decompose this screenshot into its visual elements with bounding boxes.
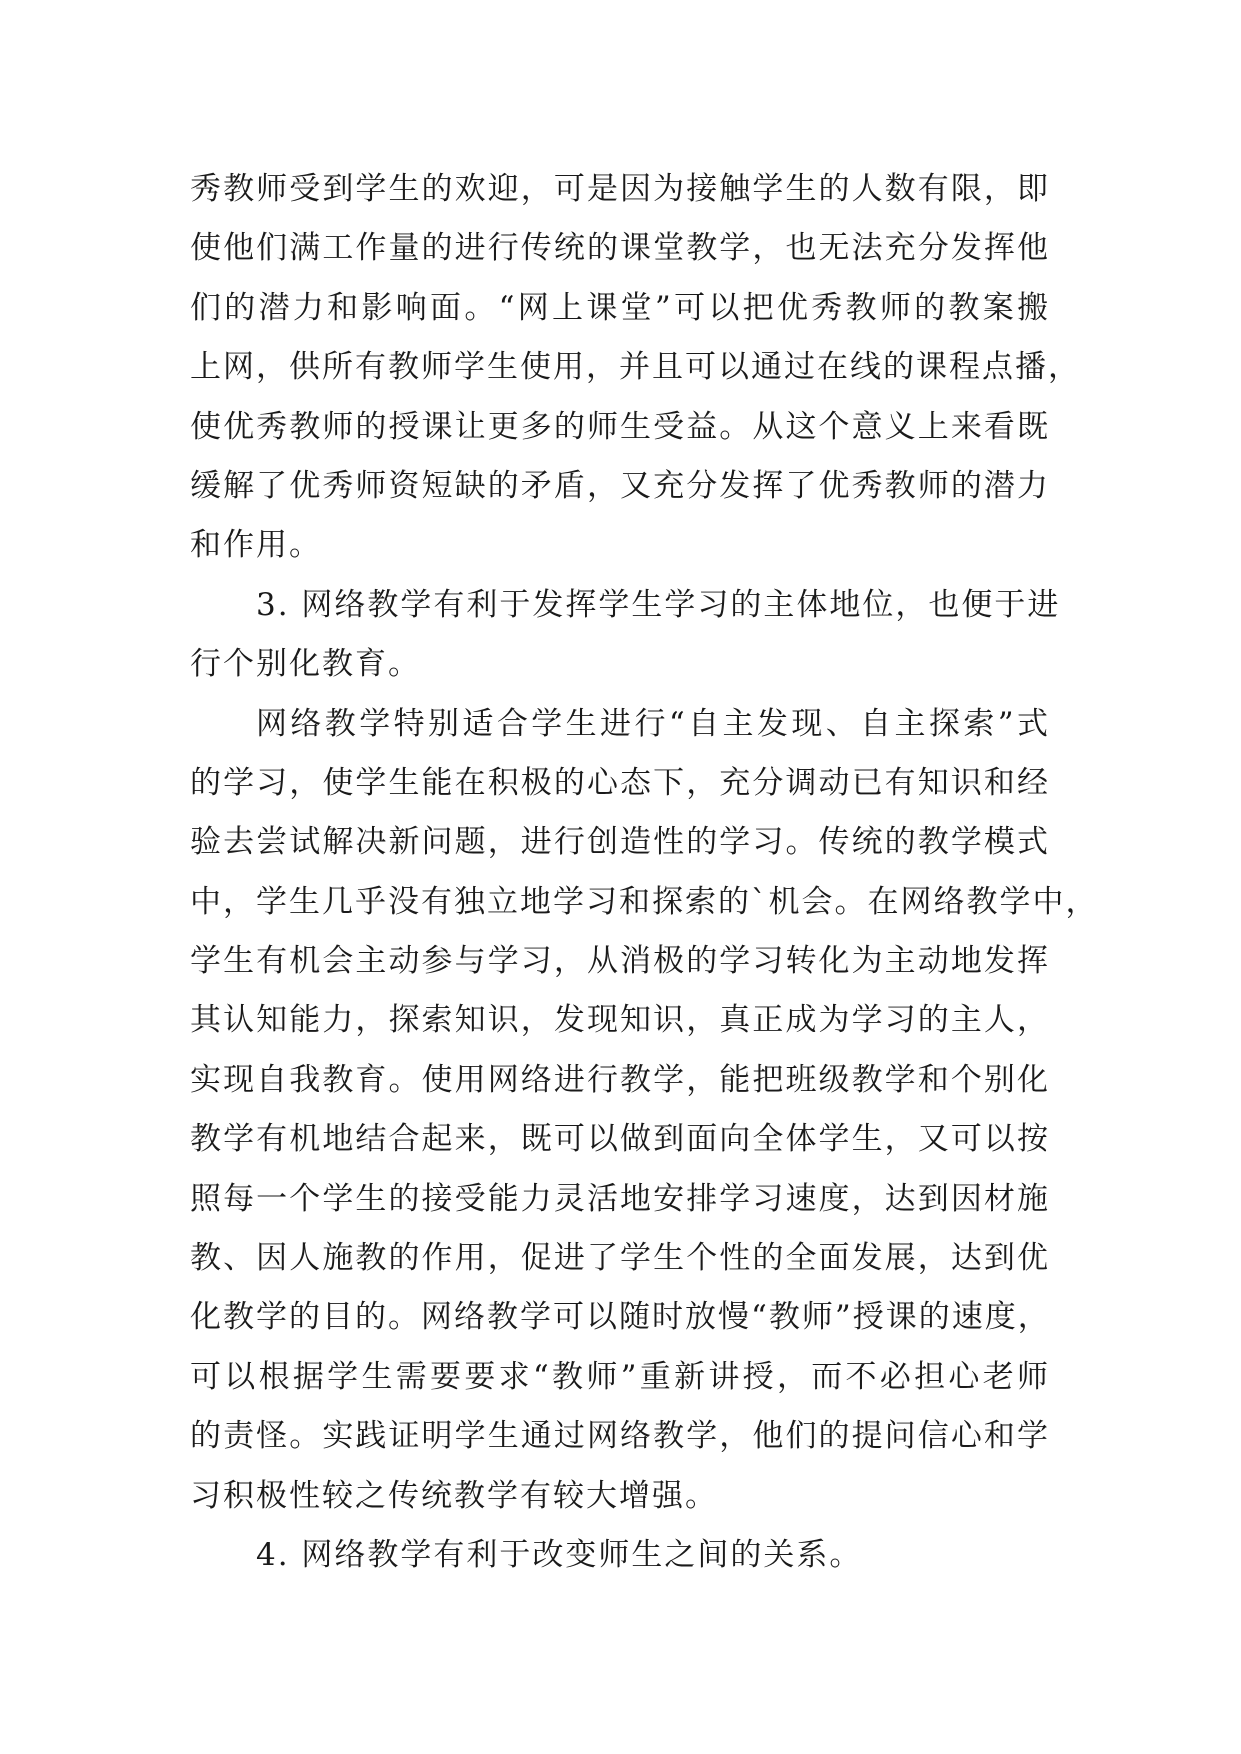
text-line: 照每一个学生的接受能力灵活地安排学习速度，达到因材施 xyxy=(190,1180,1050,1217)
text-line: 中，学生几乎没有独立地学习和探索的`机会。在网络教学中， xyxy=(190,883,1099,920)
text-line: 的学习，使学生能在积极的心态下，充分调动已有知识和经 xyxy=(190,764,1050,801)
text-line: 使他们满工作量的进行传统的课堂教学，也无法充分发挥他 xyxy=(190,230,1050,267)
text-line: 网络教学特别适合学生进行“自主发现、自主探索”式 xyxy=(256,705,1050,742)
text-line: 上网，供所有教师学生使用，并且可以通过在线的课程点播， xyxy=(190,349,1081,386)
text-line: 验去尝试解决新问题，进行创造性的学习。传统的教学模式 xyxy=(190,824,1050,861)
text-line: 教学有机地结合起来，既可以做到面向全体学生，又可以按 xyxy=(190,1121,1050,1158)
text-line: 其认知能力，探索知识，发现知识，真正成为学习的主人， xyxy=(190,1002,1050,1039)
text-line: 实现自我教育。使用网络进行教学，能把班级教学和个别化 xyxy=(190,1061,1050,1098)
text-line: 教、因人施教的作用，促进了学生个性的全面发展，达到优 xyxy=(190,1240,1050,1277)
section-heading-3-continued: 行个别化教育。 xyxy=(190,646,421,683)
section-heading-4: 4. 网络教学有利于改变师生之间的关系。 xyxy=(256,1536,863,1573)
text-line: 缓解了优秀师资短缺的矛盾，又充分发挥了优秀教师的潜力 xyxy=(190,467,1050,504)
document-body xyxy=(190,160,1099,1585)
section-heading-3: 3. 网络教学有利于发挥学生学习的主体地位，也便于进 xyxy=(256,586,1061,623)
text-line: 秀教师受到学生的欢迎，可是因为接触学生的人数有限，即 xyxy=(190,171,1050,207)
text-line: 可以根据学生需要要求“教师”重新讲授，而不必担心老师 xyxy=(190,1358,1050,1395)
text-line: 习积极性较之传统教学有较大增强。 xyxy=(190,1477,718,1514)
text-line: 和作用。 xyxy=(190,527,322,564)
text-line: 学生有机会主动参与学习，从消极的学习转化为主动地发挥 xyxy=(190,943,1050,980)
text-line: 的责怪。实践证明学生通过网络教学，他们的提问信心和学 xyxy=(190,1418,1050,1455)
text-line: 们的潜力和影响面。“网上课堂”可以把优秀教师的教案搬 xyxy=(190,289,1050,326)
text-line: 化教学的目的。网络教学可以随时放慢“教师”授课的速度， xyxy=(190,1299,1051,1336)
text-line: 使优秀教师的授课让更多的师生受益。从这个意义上来看既 xyxy=(190,408,1050,445)
